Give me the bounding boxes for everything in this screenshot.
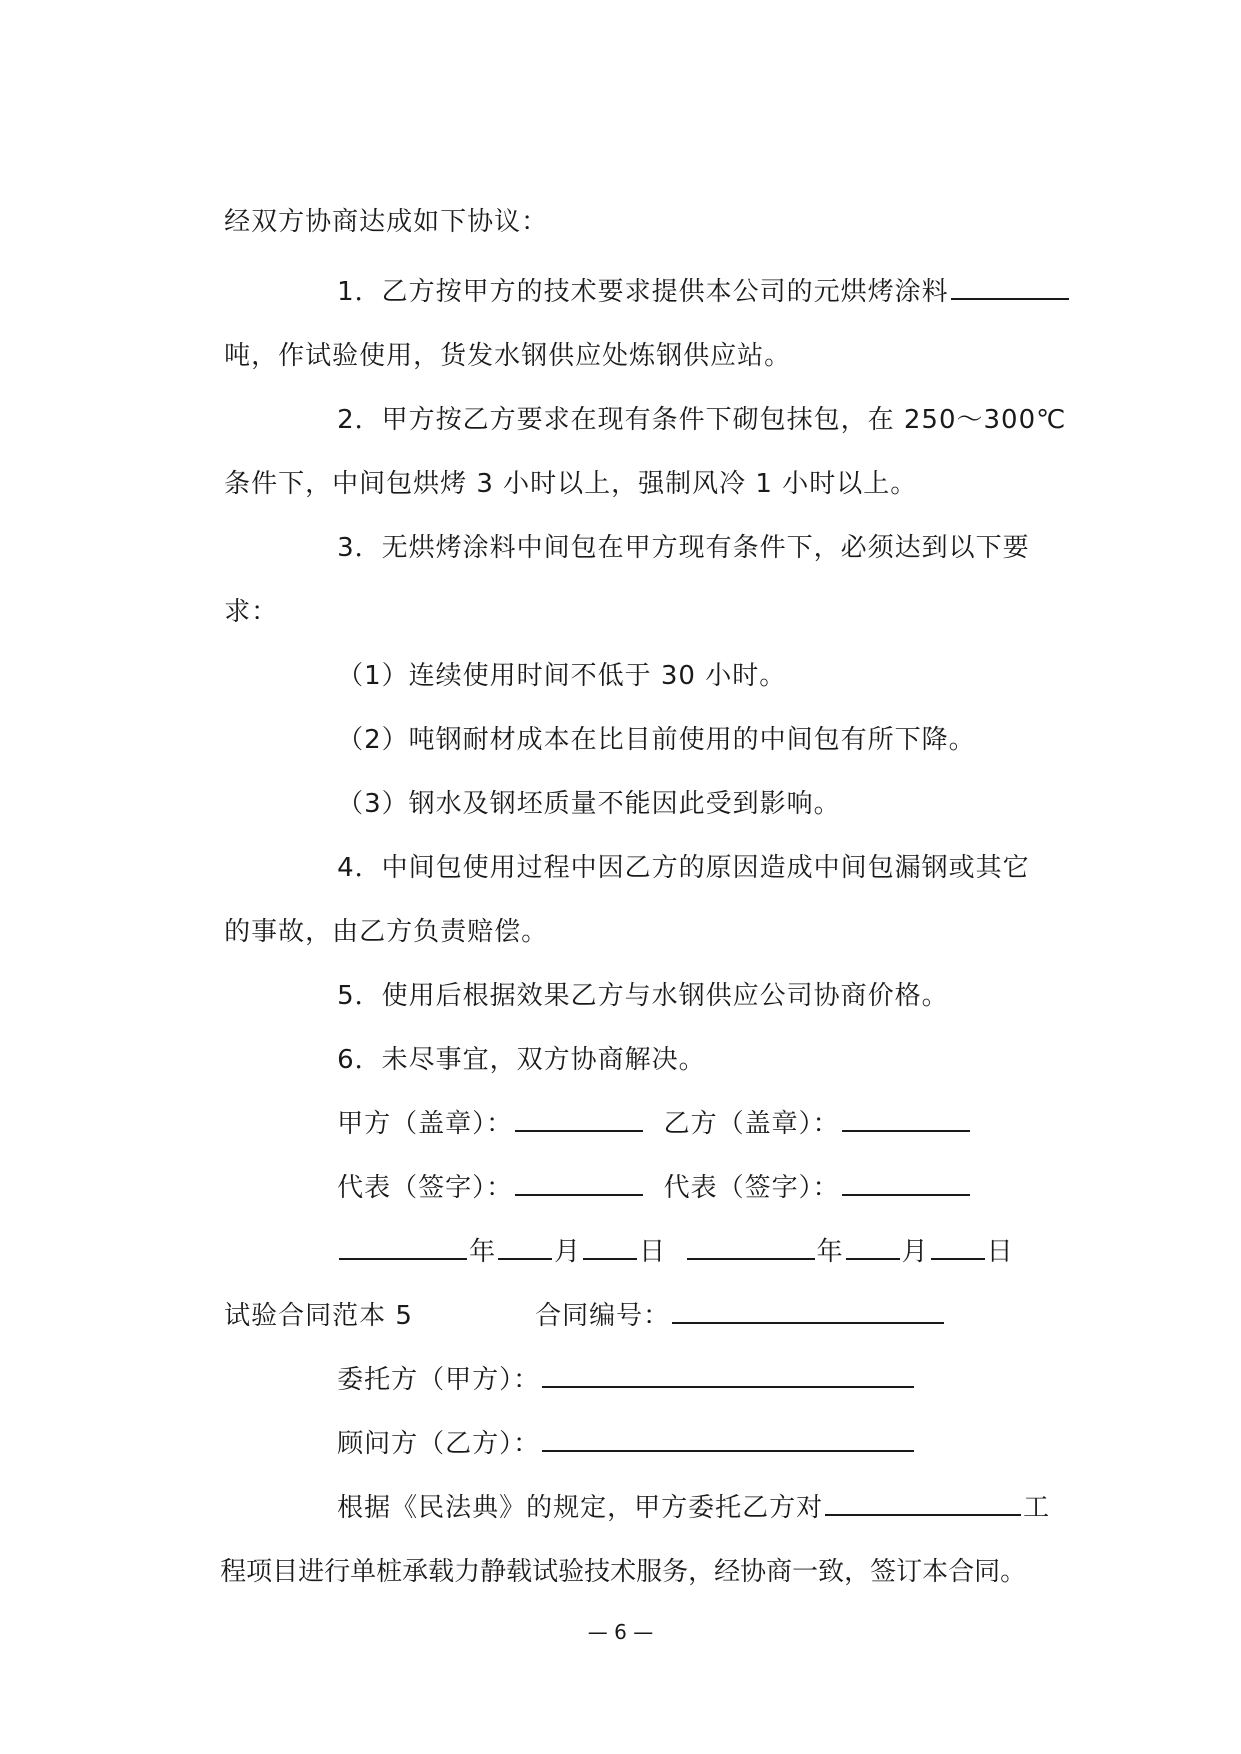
sub-item-3: （3）钢水及钢坯质量不能因此受到影响。 (337, 789, 841, 819)
date-line: 年 月 日 年 月 日 (300, 1192, 1014, 1312)
page-number: — 6 — (587, 1620, 654, 1644)
consultant-line: 顾问方（乙方）： (300, 1384, 916, 1504)
seal-line: 甲方（盖章）： 乙方（盖章）： (300, 1064, 972, 1184)
item-2-line-1: 2．甲方按乙方要求在现有条件下砌包抹包，在 250～300℃ (337, 405, 1067, 435)
template-title: 试验合同范本 5 (224, 1301, 413, 1331)
representative-line: 代表（签字）： 代表（签字）： (300, 1128, 972, 1248)
blank-tons (951, 272, 1069, 300)
item-3-line-2: 求： (224, 597, 279, 627)
item-1-line-2: 吨，作试验使用，货发水钢供应处炼钢供应站。 (224, 341, 792, 371)
contract-number-line: 合同编号： (498, 1256, 946, 1376)
basis-line-1: 根据《民法典》的规定，甲方委托乙方对 工 (300, 1448, 1050, 1568)
basis-line-2: 程项目进行单桩承载力静载试验技术服务，经协商一致，签订本合同。 (220, 1557, 1027, 1587)
item-5: 5．使用后根据效果乙方与水钢供应公司协商价格。 (337, 981, 949, 1011)
sub-item-1: （1）连续使用时间不低于 30 小时。 (337, 661, 787, 691)
item-3-line-1: 3．无烘烤涂料中间包在甲方现有条件下，必须达到以下要 (337, 533, 1030, 563)
item-1-line-1: 1．乙方按甲方的技术要求提供本公司的元烘烤涂料 (300, 232, 1071, 352)
item-4-line-2: 的事故，由乙方负责赔偿。 (224, 917, 549, 947)
item-2-line-2: 条件下，中间包烘烤 3 小时以上，强制风冷 1 小时以上。 (224, 469, 918, 499)
client-line: 委托方（甲方）： (300, 1320, 916, 1440)
item-4-line-1: 4．中间包使用过程中因乙方的原因造成中间包漏钢或其它 (337, 853, 1030, 883)
intro-line: 经双方协商达成如下协议： (224, 207, 549, 237)
sub-item-2: （2）吨钢耐材成本在比目前使用的中间包有所下降。 (337, 725, 976, 755)
item-6: 6．未尽事宜，双方协商解决。 (337, 1045, 706, 1075)
